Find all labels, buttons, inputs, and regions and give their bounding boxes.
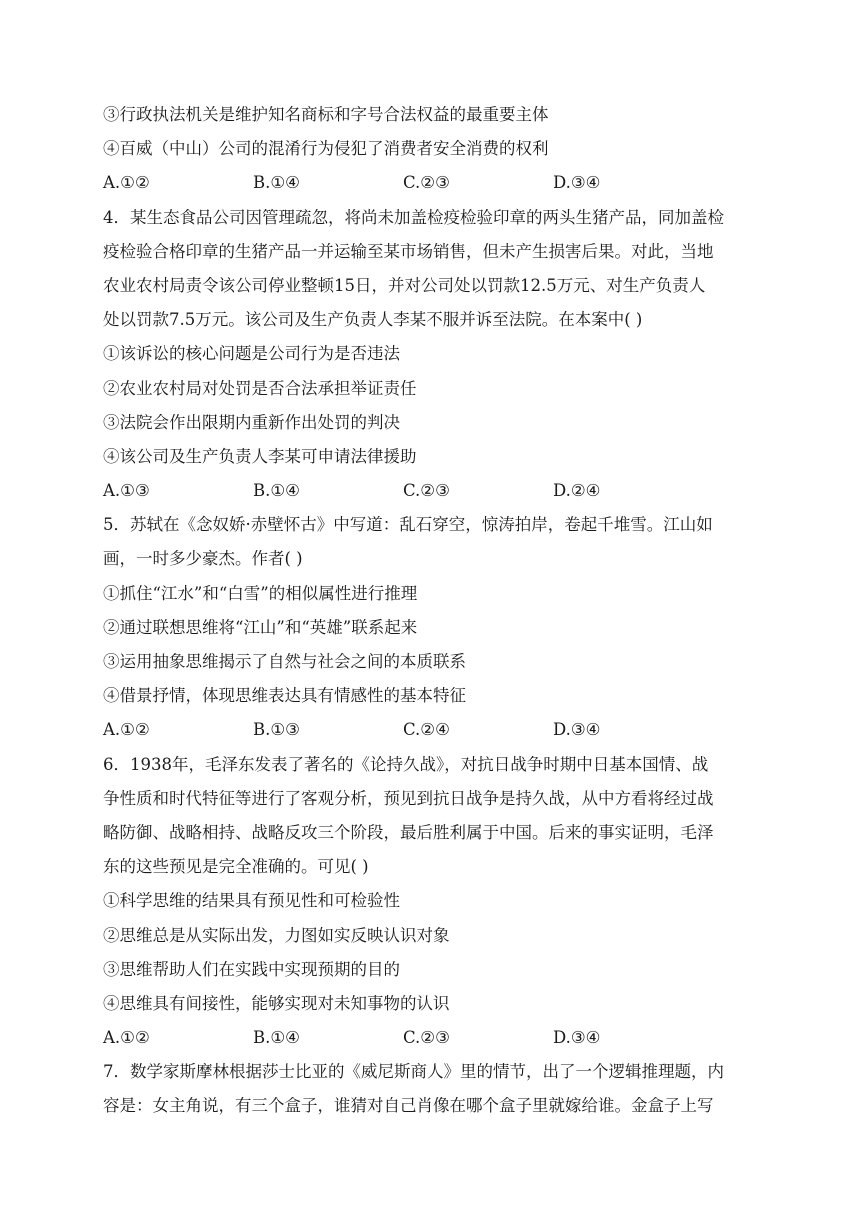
q4-option-d: D.②④ [553,481,601,501]
q5-option-c: C.②④ [403,720,450,740]
q4-stem-line: 处以罚款7.5万元。该公司及生产负责人李某不服并诉至法院。在本案中( ) [103,310,643,330]
q7-stem-line: 容是：女主角说，有三个盒子，谁猜对自己肖像在哪个盒子里就嫁给谁。金盒子上写 [103,1096,714,1116]
q3-option-c: C.②③ [403,173,450,193]
q6-option-d: D.③④ [553,1028,601,1048]
q3-option-a: A.①② [103,173,150,193]
q6-stem-line: 争性质和时代特征等进行了客观分析，预见到抗日战争是持久战，从中方看将经过战 [103,788,714,808]
q4-stem-line: 4．某生态食品公司因管理疏忽，将尚未加盖检疫检验印章的两头生猪产品，同加盖检 [103,207,724,227]
q5-item-3: ③运用抽象思维揭示了自然与社会之间的本质联系 [103,652,466,671]
q4-stem-line: 疫检验合格印章的生猪产品一并运输至某市场销售，但未产生损害后果。对此，当地 [103,241,714,261]
q6-item-2: ②思维总是从实际出发，力图如实反映认识对象 [103,925,450,945]
q5-option-b: B.①③ [253,720,300,740]
q5-item-4: ④借景抒情，体现思维表达具有情感性的基本特征 [103,686,466,706]
q6-stem-line: 6．1938年，毛泽东发表了著名的《论持久战》，对抗日战争时期中日基本国情、战 [103,754,709,774]
q7-stem-line: 7．数学家斯摩林根据莎士比亚的《威尼斯商人》里的情节，出了一个逻辑推理题，内 [103,1062,724,1082]
q4-option-b: B.①④ [253,481,300,501]
q3-item-4: ④百威（中山）公司的混淆行为侵犯了消费者安全消费的权利 [103,139,549,159]
q6-item-4: ④思维具有间接性，能够实现对未知事物的认识 [103,993,450,1013]
q4-item-2: ②农业农村局对处罚是否合法承担举证责任 [103,378,417,398]
q5-stem-line: 5．苏轼在《念奴娇·赤壁怀古》中写道：乱石穿空，惊涛拍岸，卷起千堆雪。江山如 [103,515,713,535]
q4-option-c: C.②③ [403,481,450,501]
q5-option-a: A.①② [103,720,150,740]
q5-item-2: ②通过联想思维将“江山”和“英雄”联系起来 [103,617,418,637]
q6-stem-line: 略防御、战略相持、战略反攻三个阶段，最后胜利属于中国。后来的事实证明，毛泽 [103,822,714,842]
q5-stem-line: 画，一时多少豪杰。作者( ) [103,549,303,569]
q5-options [103,713,773,747]
q5-option-d: D.③④ [553,720,601,740]
q4-item-1: ①该诉讼的核心问题是公司行为是否违法 [103,344,400,364]
q3-item-3: ③行政执法机关是维护知名商标和字号合法权益的最重要主体 [103,105,549,124]
q6-item-3: ③思维帮助人们在实践中实现预期的目的 [103,959,400,979]
q6-option-b: B.①④ [253,1028,300,1048]
q3-options [103,166,773,200]
q4-item-4: ④该公司及生产负责人李某可申请法律援助 [103,446,417,466]
q3-option-d: D.③④ [553,173,601,193]
q6-item-1: ①科学思维的结果具有预见性和可检验性 [103,891,400,911]
question-content [103,98,773,1124]
q4-stem-line: 农业农村局责令该公司停业整顿15日，并对公司处以罚款12.5万元、对生产负责人 [103,275,706,295]
q6-stem-line: 东的这些预见是完全准确的。可见( ) [103,857,369,877]
q3-option-b: B.①④ [253,173,300,193]
q5-item-1: ①抓住“江水”和“白雪”的相似属性进行推理 [103,583,418,603]
q6-option-a: A.①② [103,1028,150,1048]
q4-options [103,474,773,508]
q6-options [103,1021,773,1055]
q4-item-3: ③法院会作出限期内重新作出处罚的判决 [103,412,400,432]
q4-option-a: A.①③ [103,481,150,501]
q6-option-c: C.②③ [403,1028,450,1048]
